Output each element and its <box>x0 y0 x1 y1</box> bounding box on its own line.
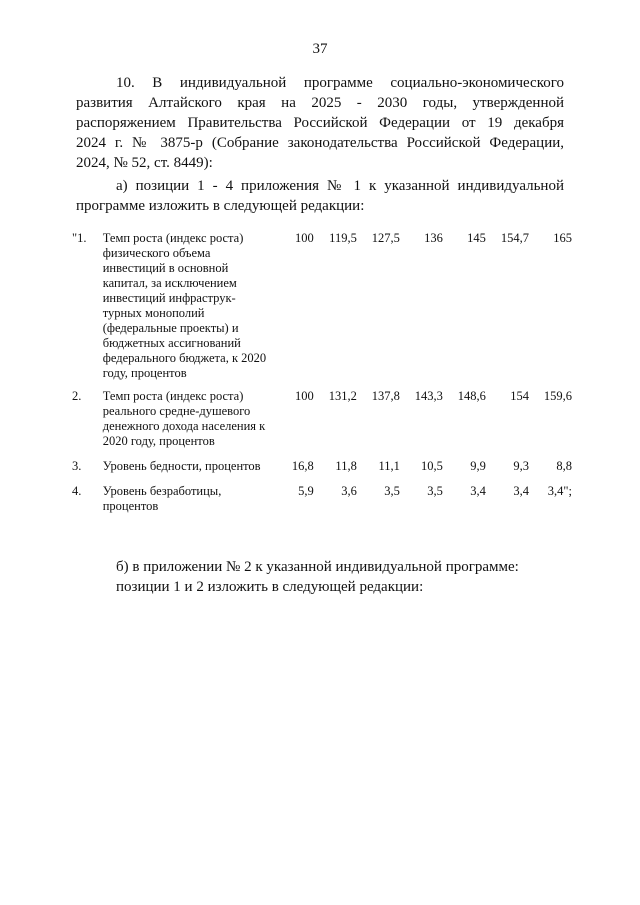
value-cell: 11,1 <box>378 459 400 473</box>
value-cell: 3,4 <box>470 484 486 498</box>
value-cell: 143,3 <box>414 389 443 403</box>
row-number: 4. <box>72 484 82 498</box>
paragraph-10-line-1: 10. В индивидуальной программе социально-экономического <box>116 75 564 91</box>
subitem-a-line-1: а) позиции 1 - 4 приложения № 1 к указанной индивидуальной <box>116 178 564 194</box>
value-cell: 16,8 <box>291 459 314 473</box>
value-cell: 159,6 <box>543 389 572 403</box>
value-cell: 119,5 <box>329 231 357 245</box>
value-cell: 8,8 <box>556 459 572 473</box>
value-cell: 127,5 <box>371 231 400 245</box>
page-number: 37 <box>312 41 328 57</box>
value-cell: 9,3 <box>513 459 529 473</box>
value-cell: 3,5 <box>427 484 443 498</box>
value-cell: 137,8 <box>371 389 400 403</box>
paragraph-10-line-2: развития Алтайского края на 2025 - 2030 годы, утвержденной <box>76 95 564 111</box>
row-number: "1. <box>72 231 87 245</box>
value-cell: 3,6 <box>341 484 357 498</box>
indicator-name: Темп роста (индекс роста) реального средне-душевого денежного дохода населения к 2020 году, процентов <box>102 389 266 448</box>
value-cell: 154 <box>510 389 529 403</box>
paragraph-10-line-4: 2024 г. № 3875-р (Собрание законодательства Российской Федерации, <box>76 135 564 151</box>
value-cell: 3,5 <box>384 484 400 498</box>
paragraph-10-line-5: 2024, № 52, ст. 8449): <box>76 155 213 171</box>
row-number: 2. <box>72 389 82 403</box>
subitem-b <box>76 557 564 597</box>
subitem-a-line-2: программе изложить в следующей редакции: <box>76 198 365 214</box>
subitem-b-line-1: б) в приложении № 2 к указанной индивидуальной программе: <box>116 559 519 575</box>
indicator-name: Темп роста (индекс роста) физического объема инвестиций в основной капитал, за исключением инвестиций инфраструк-турных монополий (федеральные проекты) и бюджетных ассигнований федерального бюджета, к 2020 году, процентов <box>102 231 267 380</box>
table-row <box>72 389 572 459</box>
indicator-name: Уровень бедности, процентов <box>102 459 261 473</box>
value-cell: 148,6 <box>457 389 486 403</box>
paragraph-10 <box>76 73 564 173</box>
value-cell: 145 <box>467 231 486 245</box>
value-cell: 3,4"; <box>547 484 572 498</box>
value-cell: 100 <box>295 231 314 245</box>
value-cell: 3,4 <box>513 484 529 498</box>
subitem-a <box>76 176 564 216</box>
paragraph-10-line-3: распоряжением Правительства Российской Федерации от 19 декабря <box>76 115 564 131</box>
value-cell: 10,5 <box>421 459 443 473</box>
value-cell: 100 <box>295 389 314 403</box>
value-cell: 11,8 <box>335 459 357 473</box>
value-cell: 131,2 <box>328 389 357 403</box>
subitem-b-line-2: позиции 1 и 2 изложить в следующей редакции: <box>116 579 424 595</box>
row-number: 3. <box>72 459 82 473</box>
value-cell: 165 <box>553 231 572 245</box>
table-row <box>72 484 572 514</box>
value-cell: 9,9 <box>470 459 486 473</box>
table-row <box>72 459 572 484</box>
indicator-name: Уровень безработицы, процентов <box>102 484 222 513</box>
value-cell: 154,7 <box>500 231 529 245</box>
value-cell: 5,9 <box>298 484 314 498</box>
table-row <box>72 231 572 389</box>
value-cell: 136 <box>424 231 443 245</box>
positions-table <box>72 231 572 514</box>
